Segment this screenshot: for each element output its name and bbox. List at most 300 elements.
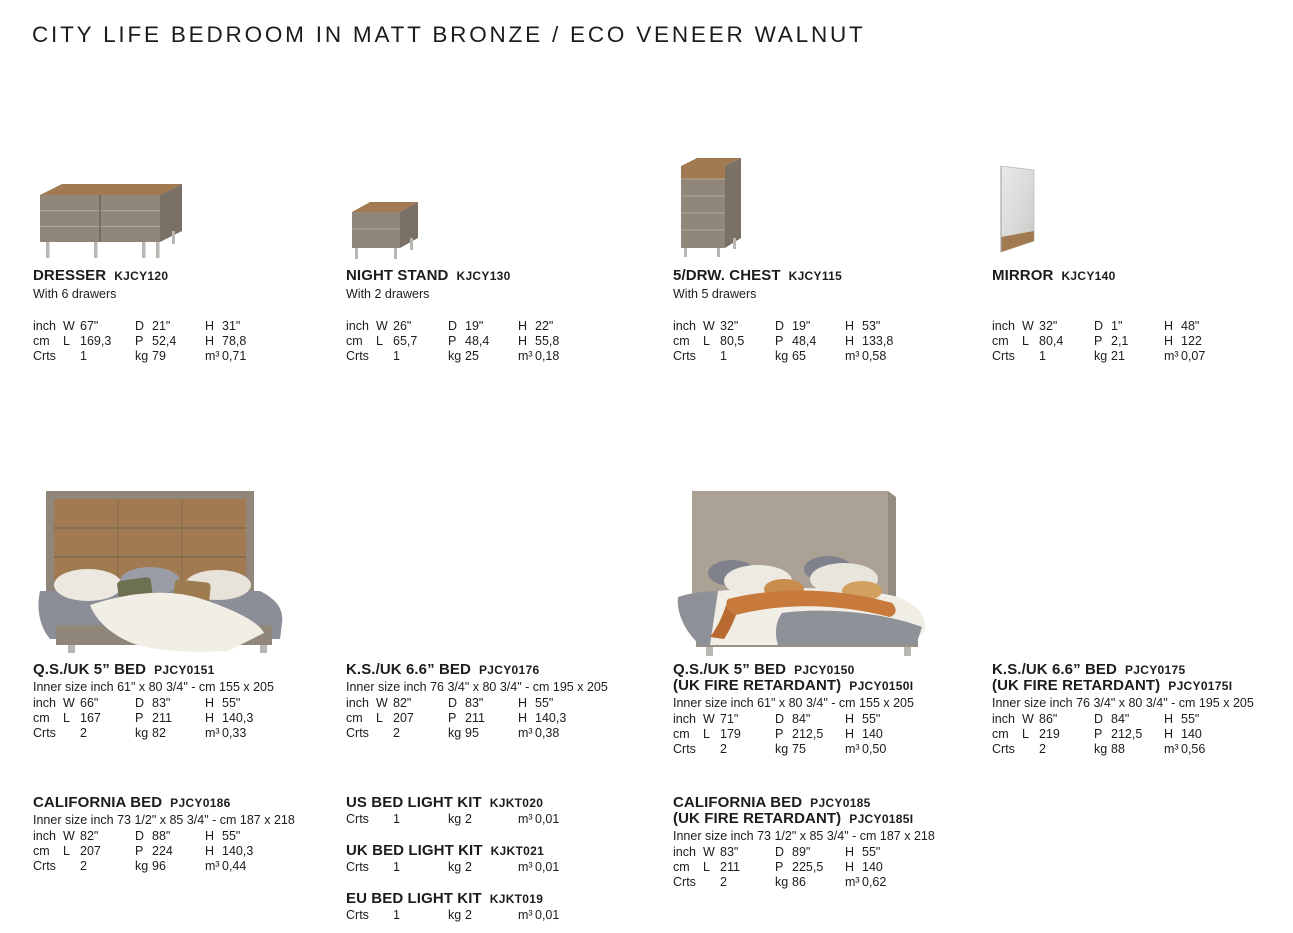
spec-unit: P <box>448 334 457 349</box>
spec-unit: kg <box>1094 742 1108 757</box>
product-inner-size: Inner size inch 61" x 80 3/4" - cm 155 x 205 <box>33 680 274 694</box>
spec-row-label: inch <box>673 845 696 859</box>
spec-unit: H <box>205 711 215 726</box>
spec-cell <box>135 829 205 844</box>
spec-cell <box>703 875 775 890</box>
spec-unit: D <box>1094 319 1104 333</box>
spec-value: 0,58 <box>862 349 887 364</box>
spec-cell <box>1164 727 1293 742</box>
spec-table <box>346 696 648 742</box>
spec-unit: W <box>63 319 75 333</box>
spec-unit: L <box>63 334 70 349</box>
product-card-qs-uk5-bed <box>33 662 335 742</box>
spec-unit: W <box>376 696 388 710</box>
spec-cell <box>63 844 135 859</box>
spec-value: 0,01 <box>535 908 560 922</box>
product-sku-2: PJCY0175I <box>1168 679 1233 693</box>
spec-cell <box>1164 319 1293 334</box>
spec-value: 2 <box>465 860 472 874</box>
product-sku: KJCY115 <box>788 269 843 283</box>
spec-cell <box>1164 349 1293 364</box>
spec-row <box>346 334 648 349</box>
spec-unit: H <box>205 696 215 710</box>
spec-value: 140,3 <box>535 711 567 726</box>
spec-unit: W <box>63 829 75 843</box>
spec-row-label: Crts <box>346 860 369 874</box>
spec-row <box>992 712 1293 727</box>
spec-cell <box>1022 349 1094 364</box>
spec-cell <box>1022 727 1094 742</box>
spec-unit: H <box>845 860 855 875</box>
spec-unit: D <box>775 712 785 726</box>
spec-cell <box>518 349 648 364</box>
spec-row <box>346 696 648 711</box>
spec-value: 212,5 <box>792 727 824 742</box>
spec-value: 84" <box>792 712 811 726</box>
spec-value: 1 <box>720 349 727 364</box>
spec-cell <box>63 711 135 726</box>
spec-cell <box>448 696 518 711</box>
spec-table <box>992 712 1293 758</box>
spec-cell <box>135 726 205 741</box>
spec-unit: L <box>1022 334 1029 349</box>
product-card-uk-bed-light-kit <box>346 843 648 875</box>
spec-row-label: cm <box>673 860 690 875</box>
product-name: NIGHT STAND <box>346 267 449 284</box>
spec-unit: L <box>63 711 70 726</box>
spec-value: 48,4 <box>465 334 490 349</box>
product-inner-size: Inner size inch 76 3/4" x 80 3/4" - cm 195 x 205 <box>346 680 608 694</box>
spec-value: 2 <box>393 726 400 741</box>
spec-value: 80,5 <box>720 334 745 349</box>
spec-row-label: inch <box>673 319 696 333</box>
spec-row <box>673 860 975 875</box>
spec-unit: P <box>775 727 784 742</box>
spec-value: 211 <box>465 711 485 726</box>
spec-unit: kg <box>135 859 149 874</box>
spec-unit: P <box>135 334 144 349</box>
product-title-line <box>33 795 335 811</box>
spec-value: 211 <box>152 711 172 726</box>
spec-row-label: cm <box>992 727 1009 742</box>
spec-cell <box>448 349 518 364</box>
spec-cell <box>845 742 975 757</box>
spec-cell <box>703 712 775 727</box>
spec-value: 55" <box>535 696 554 710</box>
spec-unit: H <box>205 319 215 333</box>
spec-unit: H <box>845 712 855 726</box>
spec-value: 140,3 <box>222 844 254 859</box>
spec-unit: kg <box>775 742 789 757</box>
spec-unit: H <box>205 844 215 859</box>
product-name: US BED LIGHT KIT <box>346 794 482 811</box>
spec-cell <box>63 349 135 364</box>
spec-cell <box>845 875 975 890</box>
spec-cell <box>448 908 518 923</box>
spec-unit: L <box>376 334 383 349</box>
spec-cell <box>1094 349 1164 364</box>
spec-value: 1 <box>393 349 400 364</box>
spec-value: 55" <box>222 829 241 843</box>
spec-value: 2 <box>465 908 472 922</box>
spec-value: 32" <box>720 319 739 333</box>
spec-unit: m³ <box>518 726 533 741</box>
spec-row <box>673 727 975 742</box>
spec-cell <box>376 319 448 334</box>
spec-table <box>346 319 648 365</box>
spec-unit: m³ <box>518 349 533 364</box>
spec-unit: H <box>518 319 528 333</box>
spec-value: 55" <box>222 696 241 710</box>
spec-value: 55" <box>862 712 881 726</box>
spec-value: 1 <box>393 860 400 874</box>
spec-cell <box>775 319 845 334</box>
product-sku: KJCY120 <box>114 269 169 283</box>
spec-table <box>33 319 335 365</box>
spec-unit: W <box>703 712 715 726</box>
spec-cell <box>1094 727 1164 742</box>
spec-unit: D <box>448 696 458 710</box>
spec-unit: H <box>845 845 855 859</box>
spec-row <box>33 334 335 349</box>
spec-unit: H <box>845 319 855 333</box>
spec-value: 55" <box>1181 712 1200 726</box>
spec-row-label: Crts <box>992 742 1015 757</box>
spec-cell <box>845 319 975 334</box>
spec-cell <box>205 829 335 844</box>
product-sku: PJCY0150 <box>794 663 855 677</box>
spec-value: 55,8 <box>535 334 560 349</box>
spec-unit: L <box>703 727 710 742</box>
product-name: Q.S./UK 5” BED <box>673 661 787 678</box>
spec-unit: L <box>1022 727 1029 742</box>
spec-value: 2 <box>465 812 472 826</box>
spec-unit: P <box>135 711 144 726</box>
spec-cell <box>703 334 775 349</box>
spec-value: 86" <box>1039 712 1058 726</box>
spec-row <box>33 711 335 726</box>
product-name: CALIFORNIA BED <box>673 794 803 811</box>
spec-cell <box>518 812 648 827</box>
spec-value: 83" <box>720 845 739 859</box>
spec-cell <box>63 696 135 711</box>
spec-cell <box>845 845 975 860</box>
spec-cell <box>376 696 448 711</box>
product-sku-2: PJCY0185I <box>849 812 914 826</box>
spec-value: 0,33 <box>222 726 247 741</box>
product-name: K.S./UK 6.6” BED <box>346 661 471 678</box>
spec-value: 225,5 <box>792 860 824 875</box>
spec-row <box>33 726 335 741</box>
spec-value: 207 <box>80 844 101 859</box>
product-card-dresser <box>33 268 335 365</box>
spec-value: 133,8 <box>862 334 894 349</box>
spec-cell <box>775 334 845 349</box>
product-card-ks-uk66-bed-fr <box>992 662 1293 758</box>
spec-cell <box>845 349 975 364</box>
spec-unit: P <box>1094 334 1103 349</box>
spec-value: 22" <box>535 319 554 333</box>
spec-value: 179 <box>720 727 741 742</box>
spec-value: 86 <box>792 875 806 890</box>
spec-cell <box>518 711 648 726</box>
spec-table <box>346 812 648 827</box>
spec-unit: m³ <box>845 742 860 757</box>
spec-value: 0,18 <box>535 349 560 364</box>
spec-table <box>346 908 648 923</box>
product-name: MIRROR <box>992 267 1054 284</box>
spec-cell <box>1022 319 1094 334</box>
spec-cell <box>205 319 335 334</box>
product-inner-size: Inner size inch 73 1/2" x 85 3/4" - cm 187 x 218 <box>673 829 935 843</box>
spec-unit: H <box>845 334 855 349</box>
spec-row <box>33 844 335 859</box>
spec-cell <box>775 727 845 742</box>
product-title-line-2 <box>673 811 975 827</box>
spec-table <box>33 829 335 875</box>
spec-value: 21" <box>152 319 171 333</box>
spec-row-label: inch <box>346 696 369 710</box>
spec-value: 26" <box>393 319 412 333</box>
product-inner-size: Inner size inch 76 3/4" x 80 3/4" - cm 195 x 205 <box>992 696 1254 710</box>
spec-cell <box>63 859 135 874</box>
spec-value: 140 <box>862 860 883 875</box>
spec-unit: m³ <box>845 349 860 364</box>
product-name: 5/DRW. CHEST <box>673 267 781 284</box>
spec-unit: L <box>703 334 710 349</box>
spec-value: 167 <box>80 711 101 726</box>
spec-value: 95 <box>465 726 479 741</box>
product-sku: KJKT020 <box>489 796 544 810</box>
product-title-line-2 <box>673 678 975 694</box>
spec-cell <box>1022 334 1094 349</box>
spec-unit: D <box>135 696 145 710</box>
spec-cell <box>1164 712 1293 727</box>
product-title-line <box>346 268 648 284</box>
spec-row <box>346 726 648 741</box>
spec-cell <box>448 711 518 726</box>
spec-row-label: inch <box>33 829 56 843</box>
five-drawer-chest-image <box>673 148 747 258</box>
spec-unit: P <box>135 844 144 859</box>
spec-unit: m³ <box>845 875 860 890</box>
spec-value: 140 <box>1181 727 1202 742</box>
spec-row <box>992 742 1293 757</box>
spec-cell <box>135 319 205 334</box>
spec-unit: H <box>518 334 528 349</box>
spec-unit: D <box>775 845 785 859</box>
product-card-mirror <box>992 268 1293 365</box>
spec-cell <box>845 860 975 875</box>
product-title-line <box>673 268 975 284</box>
spec-unit: H <box>1164 712 1174 726</box>
spec-cell <box>376 812 448 827</box>
spec-row <box>346 860 648 875</box>
mirror-image <box>991 161 1043 258</box>
spec-unit: m³ <box>518 812 533 826</box>
spec-value: 96 <box>152 859 166 874</box>
spec-row <box>33 696 335 711</box>
spec-value: 52,4 <box>152 334 177 349</box>
spec-cell <box>1094 319 1164 334</box>
product-title-line <box>673 795 975 811</box>
spec-unit: P <box>775 334 784 349</box>
spec-value: 0,44 <box>222 859 247 874</box>
dresser-image <box>30 171 188 261</box>
product-title-line <box>346 662 648 678</box>
spec-row <box>673 349 975 364</box>
spec-row-label: cm <box>346 334 363 349</box>
spec-cell <box>703 845 775 860</box>
spec-row-label: inch <box>992 319 1015 333</box>
spec-value: 140 <box>862 727 883 742</box>
spec-row-label: cm <box>33 334 50 349</box>
product-name: K.S./UK 6.6” BED <box>992 661 1117 678</box>
product-card-night-stand <box>346 268 648 365</box>
product-sku: PJCY0185 <box>810 796 871 810</box>
spec-value: 212,5 <box>1111 727 1143 742</box>
spec-row <box>992 727 1293 742</box>
spec-unit: kg <box>135 726 149 741</box>
spec-unit: kg <box>448 908 462 922</box>
product-title-line <box>346 795 648 811</box>
spec-cell <box>376 908 448 923</box>
spec-cell <box>448 334 518 349</box>
spec-cell <box>518 334 648 349</box>
spec-cell <box>703 727 775 742</box>
spec-cell <box>376 860 448 875</box>
spec-unit: kg <box>448 860 462 874</box>
product-sku: KJCY140 <box>1061 269 1116 283</box>
spec-cell <box>205 334 335 349</box>
spec-value: 2 <box>720 875 727 890</box>
spec-unit: m³ <box>518 908 533 922</box>
product-title-line <box>346 843 648 859</box>
spec-unit: W <box>63 696 75 710</box>
spec-value: 19" <box>465 319 484 333</box>
spec-row-label: cm <box>673 334 690 349</box>
spec-value: 1 <box>393 908 400 922</box>
spec-cell <box>845 334 975 349</box>
spec-cell <box>1094 712 1164 727</box>
spec-row-label: inch <box>33 319 56 333</box>
spec-unit: H <box>518 696 528 710</box>
spec-unit: D <box>135 829 145 843</box>
spec-value: 219 <box>1039 727 1060 742</box>
spec-value: 89" <box>792 845 811 859</box>
spec-cell <box>1022 712 1094 727</box>
product-name-2: (UK FIRE RETARDANT) <box>992 677 1161 694</box>
spec-row <box>346 908 648 923</box>
product-card-chest <box>673 268 975 365</box>
spec-value: 55" <box>862 845 881 859</box>
spec-value: 207 <box>393 711 414 726</box>
product-name: CALIFORNIA BED <box>33 794 163 811</box>
spec-cell <box>703 860 775 875</box>
spec-cell <box>376 726 448 741</box>
product-title-line <box>992 268 1293 284</box>
page-title: CITY LIFE BEDROOM IN MATT BRONZE / ECO VENEER WALNUT <box>32 22 866 48</box>
spec-cell <box>1164 334 1293 349</box>
spec-unit: L <box>63 844 70 859</box>
product-title-line <box>346 891 648 907</box>
spec-cell <box>518 908 648 923</box>
spec-row <box>346 349 648 364</box>
spec-row-label: inch <box>33 696 56 710</box>
spec-row <box>992 319 1293 334</box>
spec-unit: kg <box>775 875 789 890</box>
spec-row-label: inch <box>346 319 369 333</box>
spec-unit: kg <box>448 726 462 741</box>
product-sku: KJKT019 <box>489 892 544 906</box>
spec-row-label: Crts <box>673 875 696 890</box>
spec-cell <box>1094 334 1164 349</box>
spec-row-label: Crts <box>346 726 369 741</box>
product-inner-size: Inner size inch 73 1/2" x 85 3/4" - cm 187 x 218 <box>33 813 295 827</box>
spec-unit: L <box>703 860 710 875</box>
spec-row <box>33 859 335 874</box>
product-title-line <box>673 662 975 678</box>
spec-row-label: Crts <box>33 349 56 364</box>
spec-row-label: cm <box>673 727 690 742</box>
product-card-us-bed-light-kit <box>346 795 648 827</box>
spec-row <box>992 349 1293 364</box>
spec-value: 32" <box>1039 319 1058 333</box>
spec-unit: H <box>1164 334 1174 349</box>
spec-table <box>346 860 648 875</box>
product-subtitle <box>992 287 1293 302</box>
spec-table <box>673 845 975 891</box>
spec-unit: D <box>1094 712 1104 726</box>
spec-unit: D <box>775 319 785 333</box>
spec-cell <box>376 349 448 364</box>
spec-unit: kg <box>135 349 149 364</box>
spec-unit: kg <box>448 812 462 826</box>
spec-value: 19" <box>792 319 811 333</box>
spec-cell <box>376 334 448 349</box>
spec-value: 2 <box>1039 742 1046 757</box>
spec-table <box>673 319 975 365</box>
spec-cell <box>845 727 975 742</box>
spec-value: 67" <box>80 319 99 333</box>
spec-cell <box>205 726 335 741</box>
spec-cell <box>205 711 335 726</box>
spec-value: 0,38 <box>535 726 560 741</box>
spec-value: 83" <box>465 696 484 710</box>
spec-value: 224 <box>152 844 173 859</box>
spec-row <box>346 711 648 726</box>
product-inner-size: Inner size inch 61" x 80 3/4" - cm 155 x 205 <box>673 696 914 710</box>
product-name: DRESSER <box>33 267 107 284</box>
product-subtitle: With 5 drawers <box>673 287 757 301</box>
product-sku: KJCY130 <box>456 269 511 283</box>
spec-value: 0,50 <box>862 742 887 757</box>
spec-value: 0,56 <box>1181 742 1206 757</box>
spec-cell <box>205 349 335 364</box>
spec-unit: D <box>448 319 458 333</box>
spec-row-label: Crts <box>346 812 369 826</box>
spec-value: 0,62 <box>862 875 887 890</box>
spec-cell <box>518 726 648 741</box>
spec-row-label: Crts <box>673 742 696 757</box>
spec-unit: P <box>775 860 784 875</box>
spec-unit: m³ <box>205 726 220 741</box>
spec-cell <box>1022 742 1094 757</box>
spec-value: 80,4 <box>1039 334 1064 349</box>
product-card-qs-uk5-bed-fr <box>673 662 975 758</box>
spec-value: 140,3 <box>222 711 254 726</box>
spec-unit: H <box>1164 727 1174 742</box>
